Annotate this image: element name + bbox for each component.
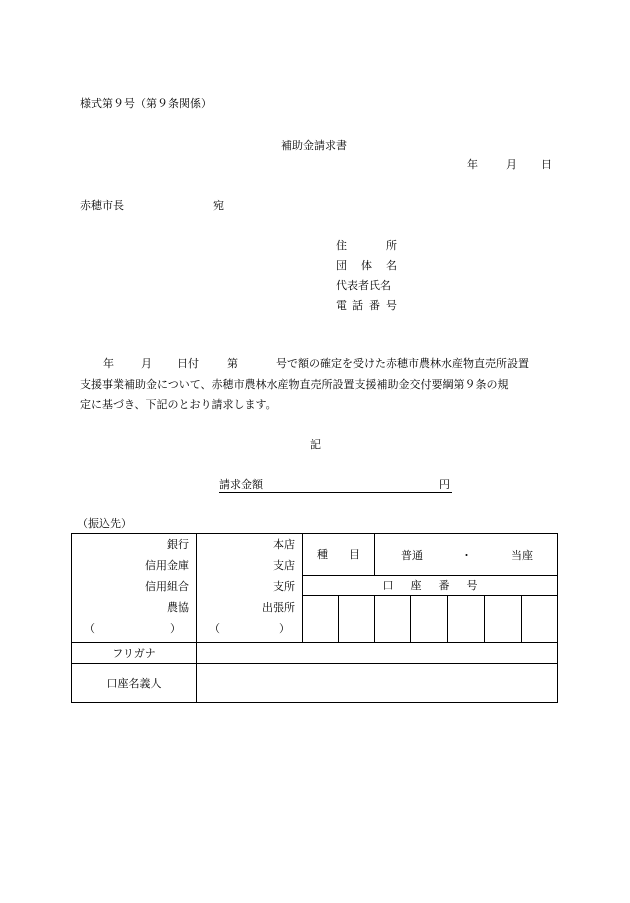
ki-heading: 記 [310, 438, 321, 451]
date-day: 日 [541, 158, 552, 171]
branch-paren-open: （ [209, 622, 220, 635]
document-title: 補助金請求書 [281, 139, 347, 152]
account-kind-label-2: 目 [349, 548, 360, 561]
amount-unit: 円 [439, 478, 450, 491]
bank-type-shinkumi: 信用組合 [145, 580, 189, 593]
account-number-label-4: 号 [466, 579, 478, 592]
account-digit-2[interactable] [339, 596, 375, 643]
account-digit-1[interactable] [303, 596, 339, 643]
date-month: 月 [506, 158, 517, 171]
body-dai: 第 [227, 357, 238, 370]
applicant-phone-label-3: 番 [369, 299, 380, 312]
applicant-phone-label-4: 号 [386, 299, 397, 312]
account-digit-6[interactable] [485, 596, 522, 643]
bank-paren-open: （ [84, 622, 95, 635]
furigana-field[interactable] [197, 643, 558, 664]
amount-label: 請求金額 [219, 478, 263, 491]
body-line2: 支援事業補助金について、赤穂市農林水産物直売所設置支援補助金交付要綱第９条の規 [80, 378, 509, 391]
bank-type-cell[interactable] [72, 534, 197, 643]
account-kind-options[interactable] [375, 534, 558, 576]
form-number: 様式第９号（第９条関係） [80, 97, 212, 110]
body-day: 日付 [177, 357, 199, 370]
account-number-label [303, 576, 558, 596]
account-digit-3[interactable] [375, 596, 411, 643]
furigana-label: フリガナ [72, 643, 197, 664]
addressee-suffix: 宛 [213, 199, 224, 212]
body-line3: 定に基づき、下記のとおり請求します。 [80, 398, 277, 411]
bank-type-shinkin: 信用金庫 [145, 559, 189, 572]
branch-type-honten: 本店 [273, 538, 295, 551]
branch-type-shiten: 支店 [273, 559, 295, 572]
account-kind-toza[interactable]: 当座 [511, 548, 533, 562]
branch-type-shisho: 支所 [273, 580, 295, 593]
account-kind-label-1: 種 [317, 548, 328, 561]
account-holder-field[interactable] [197, 664, 558, 703]
applicant-address-label-2: 所 [386, 239, 397, 252]
account-number-label-1: 口 [382, 579, 394, 592]
applicant-phone-label-1: 電 [336, 299, 347, 312]
account-digit-7[interactable] [522, 596, 558, 643]
account-holder-label: 口座名義人 [72, 664, 197, 703]
applicant-group-label-2: 体 [361, 259, 372, 272]
account-digit-4[interactable] [411, 596, 448, 643]
body-line1-rest: 号で額の確定を受けた赤穂市農林水産物直売所設置 [276, 357, 529, 370]
transfer-label: （振込先） [77, 517, 132, 530]
applicant-address-label-1: 住 [336, 239, 347, 252]
account-number-label-2: 座 [410, 579, 422, 592]
bank-type-nokyo: 農協 [167, 601, 189, 614]
branch-paren-close: ） [279, 622, 290, 635]
account-number-label-3: 番 [438, 579, 450, 592]
branch-type-cell[interactable] [197, 534, 303, 643]
bank-type-bank: 銀行 [167, 538, 189, 551]
date-year: 年 [467, 158, 478, 171]
body-month: 月 [141, 357, 152, 370]
addressee-name: 赤穂市長 [80, 199, 124, 212]
branch-type-shutchojo: 出張所 [262, 601, 295, 614]
account-kind-label [303, 534, 375, 576]
account-digit-5[interactable] [448, 596, 485, 643]
body-year: 年 [103, 357, 114, 370]
applicant-phone-label-2: 話 [352, 299, 363, 312]
account-kind-dot: ・ [461, 548, 472, 562]
amount-line [219, 478, 452, 493]
applicant-representative-label: 代表者氏名 [336, 279, 391, 292]
bank-transfer-table [71, 533, 558, 703]
applicant-group-label-3: 名 [386, 259, 397, 272]
bank-paren-close: ） [170, 622, 181, 635]
account-kind-futsu[interactable]: 普通 [401, 548, 423, 562]
applicant-group-label-1: 団 [336, 259, 347, 272]
